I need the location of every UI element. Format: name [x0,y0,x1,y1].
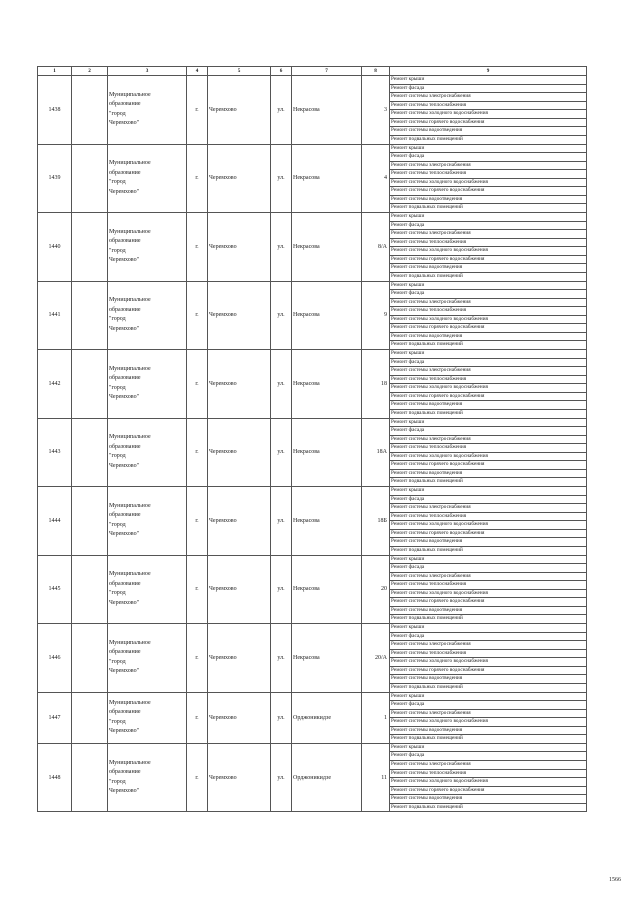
municipality-line: Муниципальное [109,297,151,304]
work-type: Ремонт системы теплоснабжения [390,444,587,453]
city-type: г. [187,76,208,145]
house-number: 20/А [362,624,390,693]
record-number: 1445 [38,555,72,624]
record-number: 1446 [38,624,72,693]
work-type: Ремонт подвальных помещений [390,683,587,692]
work-type: Ремонт подвальных помещений [390,803,587,812]
municipality-line: "город [109,316,126,323]
empty-cell [72,624,108,693]
municipality-line: образование [109,169,141,176]
table-row [38,692,587,701]
city-name: Черемхово [208,350,271,419]
work-type: Ремонт системы теплоснабжения [390,238,587,247]
city-type: г. [187,350,208,419]
empty-cell [72,743,108,812]
municipality-line: Муниципальное [109,434,151,441]
record-number: 1439 [38,144,72,213]
record-number: 1442 [38,350,72,419]
municipality-line: образование [109,512,141,519]
work-type: Ремонт системы водоотведения [390,538,587,547]
work-type: Ремонт системы водоотведения [390,795,587,804]
work-type: Ремонт системы холодного водоснабжения [390,452,587,461]
house-number: 18Б [362,487,390,556]
work-type: Ремонт системы водоотведения [390,726,587,735]
work-type: Ремонт системы горячего водоснабжения [390,187,587,196]
column-header-8: 8 [362,67,390,76]
work-type: Ремонт подвальных помещений [390,341,587,350]
work-type: Ремонт крыши [390,743,587,752]
municipality-line: образование [109,375,141,382]
city-name: Черемхово [208,624,271,693]
municipality-line: Черемхово" [109,599,140,606]
table-body [38,76,587,812]
municipality-cell [108,418,187,487]
work-type: Ремонт системы водоотведения [390,675,587,684]
work-type: Ремонт системы электроснабжения [390,367,587,376]
city-name: Черемхово [208,555,271,624]
work-type: Ремонт системы холодного водоснабжения [390,110,587,119]
house-number: 20 [362,555,390,624]
municipality-line: образование [109,101,141,108]
municipality-line: Черемхово" [109,120,140,127]
work-type: Ремонт крыши [390,144,587,153]
work-type: Ремонт системы электроснабжения [390,761,587,770]
work-type: Ремонт подвальных помещений [390,272,587,281]
record-number: 1448 [38,743,72,812]
city-type: г. [187,555,208,624]
work-type: Ремонт системы горячего водоснабжения [390,255,587,264]
city-name: Черемхово [208,487,271,556]
empty-cell [72,213,108,282]
work-type: Ремонт крыши [390,213,587,222]
empty-cell [72,418,108,487]
municipality-line: "город [109,658,126,665]
city-type: г. [187,692,208,743]
house-number: 9 [362,281,390,350]
city-type: г. [187,743,208,812]
street-name: Орджоникидзе [292,743,362,812]
work-type: Ремонт системы водоотведения [390,606,587,615]
work-type: Ремонт фасада [390,632,587,641]
city-name: Черемхово [208,418,271,487]
work-type: Ремонт фасада [390,564,587,573]
municipality-line: Черемхово" [109,788,140,795]
municipality-cell [108,624,187,693]
municipality-cell [108,350,187,419]
column-header-6: 6 [271,67,292,76]
house-number: 4 [362,144,390,213]
column-header-5: 5 [208,67,271,76]
work-type: Ремонт крыши [390,350,587,359]
house-number: 1 [362,692,390,743]
column-header-2: 2 [72,67,108,76]
municipality-line: Муниципальное [109,365,151,372]
work-type: Ремонт системы теплоснабжения [390,649,587,658]
street-type: ул. [271,555,292,624]
municipality-line: Муниципальное [109,571,151,578]
table-header [38,67,587,76]
work-type: Ремонт фасада [390,701,587,710]
work-type: Ремонт системы горячего водоснабжения [390,529,587,538]
work-type: Ремонт системы горячего водоснабжения [390,666,587,675]
municipality-line: Черемхово" [109,728,140,735]
work-type: Ремонт подвальных помещений [390,204,587,213]
work-type: Ремонт системы холодного водоснабжения [390,589,587,598]
work-type: Ремонт системы холодного водоснабжения [390,315,587,324]
work-type: Ремонт системы водоотведения [390,469,587,478]
city-type: г. [187,281,208,350]
column-header-7: 7 [292,67,362,76]
municipality-line: Муниципальное [109,91,151,98]
work-type: Ремонт системы холодного водоснабжения [390,521,587,530]
table-row [38,743,587,752]
city-type: г. [187,418,208,487]
work-type: Ремонт крыши [390,418,587,427]
municipality-line: "город [109,179,126,186]
work-type: Ремонт подвальных помещений [390,546,587,555]
work-type: Ремонт системы холодного водоснабжения [390,718,587,727]
house-number: 18А [362,418,390,487]
municipality-line: "город [109,453,126,460]
table-row [38,555,587,564]
municipality-line: Черемхово" [109,531,140,538]
record-number: 1438 [38,76,72,145]
work-type: Ремонт системы электроснабжения [390,572,587,581]
table-row [38,144,587,153]
street-type: ул. [271,418,292,487]
municipality-line: образование [109,306,141,313]
city-type: г. [187,487,208,556]
street-type: ул. [271,144,292,213]
work-type: Ремонт крыши [390,555,587,564]
work-type: Ремонт системы теплоснабжения [390,581,587,590]
municipality-line: "город [109,521,126,528]
municipality-cell [108,76,187,145]
municipality-cell [108,692,187,743]
work-type: Ремонт системы холодного водоснабжения [390,178,587,187]
work-type: Ремонт фасада [390,752,587,761]
street-name: Орджоникидзе [292,692,362,743]
work-type: Ремонт системы горячего водоснабжения [390,786,587,795]
work-type: Ремонт системы электроснабжения [390,230,587,239]
municipality-line: образование [109,769,141,776]
street-name: Некрасова [292,281,362,350]
work-type: Ремонт системы водоотведения [390,264,587,273]
street-type: ул. [271,692,292,743]
city-type: г. [187,624,208,693]
municipality-line: "город [109,247,126,254]
municipality-line: Черемхово" [109,462,140,469]
work-type: Ремонт системы теплоснабжения [390,170,587,179]
municipality-line: образование [109,443,141,450]
work-type: Ремонт системы холодного водоснабжения [390,384,587,393]
city-name: Черемхово [208,76,271,145]
work-type: Ремонт системы горячего водоснабжения [390,461,587,470]
street-type: ул. [271,350,292,419]
street-name: Некрасова [292,555,362,624]
work-type: Ремонт системы теплоснабжения [390,101,587,110]
work-type: Ремонт системы теплоснабжения [390,307,587,316]
municipality-line: "город [109,718,126,725]
city-name: Черемхово [208,692,271,743]
street-type: ул. [271,487,292,556]
table-row [38,213,587,222]
table-row [38,624,587,633]
street-type: ул. [271,76,292,145]
municipality-line: Муниципальное [109,502,151,509]
work-type: Ремонт системы водоотведения [390,195,587,204]
work-type: Ремонт фасада [390,358,587,367]
page-number: 1566 [609,877,621,883]
work-type: Ремонт подвальных помещений [390,735,587,744]
work-type: Ремонт системы горячего водоснабжения [390,324,587,333]
table-row [38,487,587,496]
table-row [38,76,587,85]
work-type: Ремонт фасада [390,427,587,436]
street-name: Некрасова [292,487,362,556]
record-number: 1447 [38,692,72,743]
work-type: Ремонт подвальных помещений [390,409,587,418]
city-name: Черемхово [208,743,271,812]
record-number: 1444 [38,487,72,556]
municipality-cell [108,281,187,350]
city-name: Черемхово [208,281,271,350]
work-type: Ремонт системы электроснабжения [390,298,587,307]
street-name: Некрасова [292,350,362,419]
record-number: 1443 [38,418,72,487]
work-type: Ремонт системы электроснабжения [390,161,587,170]
work-type: Ремонт системы теплоснабжения [390,769,587,778]
municipality-line: Черемхово" [109,257,140,264]
work-type: Ремонт подвальных помещений [390,615,587,624]
city-name: Черемхово [208,144,271,213]
street-name: Некрасова [292,624,362,693]
work-type: Ремонт фасада [390,84,587,93]
municipality-line: "город [109,110,126,117]
work-type: Ремонт системы электроснабжения [390,93,587,102]
municipality-line: Муниципальное [109,699,151,706]
city-type: г. [187,213,208,282]
municipality-line: Черемхово" [109,394,140,401]
repair-program-table [37,66,587,812]
empty-cell [72,350,108,419]
work-type: Ремонт системы водоотведения [390,127,587,136]
municipality-cell [108,213,187,282]
house-number: 8/А [362,213,390,282]
municipality-cell [108,144,187,213]
municipality-line: Черемхово" [109,188,140,195]
municipality-cell [108,487,187,556]
header-row [38,67,587,76]
work-type: Ремонт системы холодного водоснабжения [390,658,587,667]
house-number: 18 [362,350,390,419]
work-type: Ремонт системы водоотведения [390,401,587,410]
work-type: Ремонт системы холодного водоснабжения [390,778,587,787]
work-type: Ремонт крыши [390,76,587,85]
street-type: ул. [271,743,292,812]
work-type: Ремонт фасада [390,290,587,299]
work-type: Ремонт системы теплоснабжения [390,375,587,384]
work-type: Ремонт системы электроснабжения [390,435,587,444]
work-type: Ремонт системы электроснабжения [390,504,587,513]
municipality-line: образование [109,709,141,716]
record-number: 1440 [38,213,72,282]
street-name: Некрасова [292,144,362,213]
work-type: Ремонт крыши [390,487,587,496]
work-type: Ремонт фасада [390,153,587,162]
city-name: Черемхово [208,213,271,282]
street-type: ул. [271,624,292,693]
work-type: Ремонт системы теплоснабжения [390,512,587,521]
municipality-line: Муниципальное [109,160,151,167]
empty-cell [72,692,108,743]
empty-cell [72,281,108,350]
work-type: Ремонт системы горячего водоснабжения [390,598,587,607]
work-type: Ремонт подвальных помещений [390,478,587,487]
work-type: Ремонт системы водоотведения [390,332,587,341]
work-type: Ремонт системы электроснабжения [390,641,587,650]
house-number: 11 [362,743,390,812]
work-type: Ремонт системы горячего водоснабжения [390,118,587,127]
work-type: Ремонт фасада [390,495,587,504]
street-name: Некрасова [292,418,362,487]
municipality-line: "город [109,778,126,785]
city-type: г. [187,144,208,213]
empty-cell [72,487,108,556]
work-type: Ремонт системы электроснабжения [390,709,587,718]
column-header-3: 3 [108,67,187,76]
house-number: 3 [362,76,390,145]
work-type: Ремонт крыши [390,692,587,701]
municipality-line: образование [109,580,141,587]
work-type: Ремонт подвальных помещений [390,135,587,144]
column-header-1: 1 [38,67,72,76]
municipality-line: Черемхово" [109,668,140,675]
work-type: Ремонт системы холодного водоснабжения [390,247,587,256]
empty-cell [72,76,108,145]
work-type: Ремонт системы горячего водоснабжения [390,392,587,401]
table-row [38,350,587,359]
municipality-line: образование [109,238,141,245]
municipality-line: "город [109,590,126,597]
municipality-cell [108,555,187,624]
empty-cell [72,555,108,624]
municipality-line: Муниципальное [109,759,151,766]
column-header-4: 4 [187,67,208,76]
municipality-line: Черемхово" [109,325,140,332]
work-type: Ремонт фасада [390,221,587,230]
table-row [38,281,587,290]
street-type: ул. [271,281,292,350]
municipality-line: Муниципальное [109,228,151,235]
work-type: Ремонт крыши [390,281,587,290]
street-name: Некрасова [292,213,362,282]
column-header-9: 9 [390,67,587,76]
municipality-line: "город [109,384,126,391]
municipality-cell [108,743,187,812]
municipality-line: Муниципальное [109,639,151,646]
street-name: Некрасова [292,76,362,145]
table-row [38,418,587,427]
work-type: Ремонт крыши [390,624,587,633]
empty-cell [72,144,108,213]
municipality-line: образование [109,649,141,656]
street-type: ул. [271,213,292,282]
record-number: 1441 [38,281,72,350]
